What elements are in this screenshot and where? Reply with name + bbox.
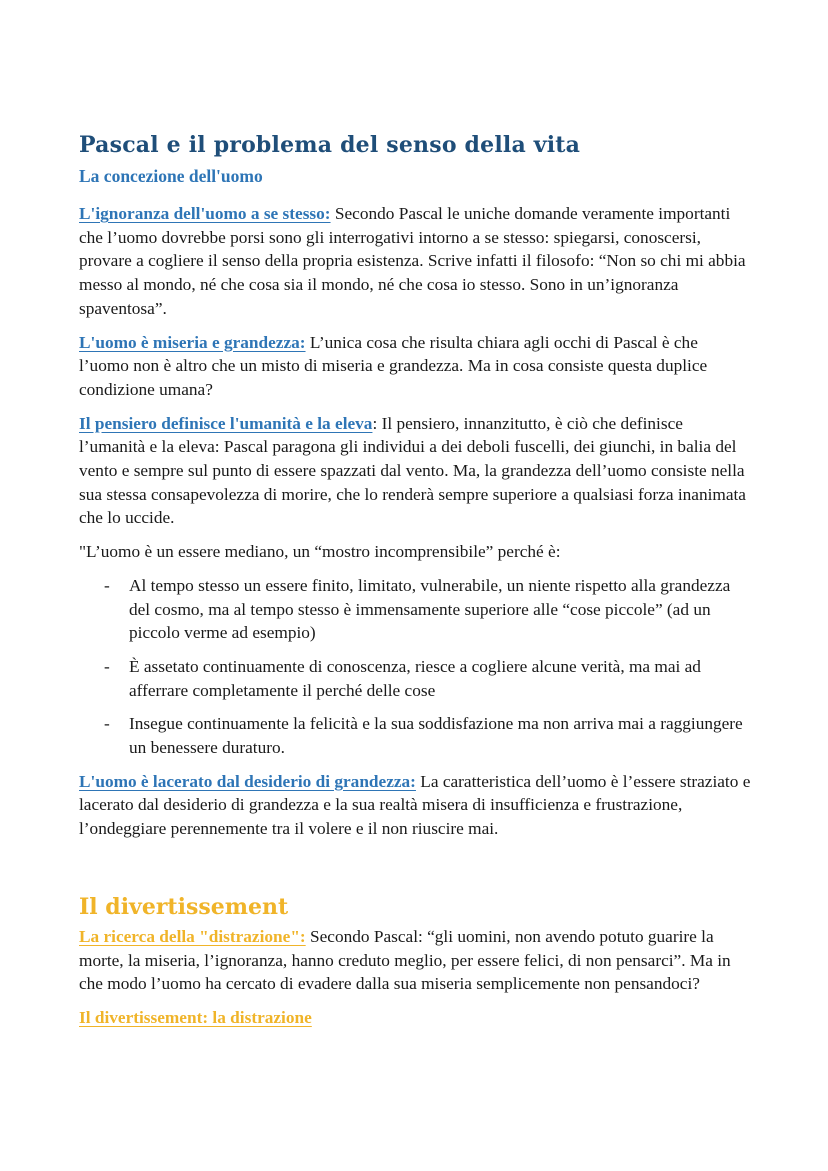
paragraph-text: Secondo Pascal le uniche domande veramente importanti che l’uomo dovrebbe porsi sono gli interrogativi intorno a se stesso: spiegarsi, conoscersi, provare a cogliere il senso della propria esistenza. Scrive infatti il filosofo: “Non so chi mi abbia messo al mondo, né che cosa sia il mondo, né che cosa io stesso. Sono in un’ignoranza spaventosa”. [79, 204, 746, 318]
paragraph-ignoranza [79, 202, 751, 321]
section-title-divertissement: Il divertissement [79, 893, 289, 920]
bullet-list [79, 574, 751, 760]
list-intro: "L’uomo è un essere mediano, un “mostro incomprensibile” perché è: [79, 542, 561, 562]
list-item-text: Al tempo stesso un essere finito, limitato, vulnerabile, un niente rispetto alla grandezza del cosmo, ma al tempo stesso è immensamente superiore alle “cose piccole” (ad un piccolo verme ad esempio) [129, 575, 731, 643]
paragraph-text: La caratteristica dell’uomo è l’essere straziato e lacerato dal desiderio di grandezza e la sua realtà misera di insufficienza e frustrazione, l’ondeggiare perennemente tra il volere e il non riuscire mai. [79, 771, 751, 839]
paragraph-lacerato [79, 770, 751, 841]
paragraph-lead: La ricerca della "distrazione": [79, 926, 306, 946]
list-item [79, 655, 751, 702]
paragraph-miseria-grandezza [79, 331, 751, 402]
dash-bullet: - [104, 575, 110, 595]
paragraph-text: Secondo Pascal: “gli uomini, non avendo potuto guarire la morte, la miseria, l’ignoranza, hanno creduto meglio, per essere felici, di non pensarci”. Ma in che modo l’uomo ha cercato di evadere dalla sua miseria semplicemente non pensandoci? [79, 926, 731, 994]
paragraph-text: : Il pensiero, innanzitutto, è ciò che definisce l’umanità e la eleva: Pascal paragona gli individui a dei deboli fuscelli, dei giunchi, in balia del vento e sempre sul punto di essere spazzati dal vento. Ma, la grandezza dell’uomo consiste nella sua stessa consapevolezza di morire, che lo renderà sempre superiore a qualsiasi forza inanimata che lo uccide. [79, 413, 746, 528]
list-item-text: Insegue continuamente la felicità e la sua soddisfazione ma non arriva mai a raggiungere un benessere duraturo. [129, 714, 743, 758]
paragraph-lead: L'uomo è lacerato dal desiderio di grandezza: [79, 771, 416, 791]
paragraph-lead: Il pensiero definisce l'umanità e la eleva [79, 413, 373, 433]
paragraph-pensiero [79, 412, 751, 531]
paragraph-lead: L'ignoranza dell'uomo a se stesso: [79, 204, 331, 223]
dash-bullet: - [104, 656, 110, 676]
list-item [79, 712, 751, 759]
list-item [79, 574, 751, 645]
document-content [79, 128, 751, 1030]
paragraph-text: L’unica cosa che risulta chiara agli occhi di Pascal è che l’uomo non è altro che un misto di miseria e grandezza. Ma in cosa consiste questa duplice condizione umana? [79, 332, 708, 399]
paragraph-lead: L'uomo è miseria e grandezza: [79, 332, 306, 352]
paragraph-distrazione [79, 925, 751, 996]
subheading-divertissement: Il divertissement: la distrazione [79, 1007, 312, 1027]
section-subtitle: La concezione dell'uomo [79, 166, 263, 186]
dash-bullet: - [104, 714, 110, 734]
list-item-text: È assetato continuamente di conoscenza, riesce a cogliere alcune verità, ma mai ad afferrare completamente il perché delle cose [129, 656, 701, 700]
page-title: Pascal e il problema del senso della vita [79, 132, 581, 158]
